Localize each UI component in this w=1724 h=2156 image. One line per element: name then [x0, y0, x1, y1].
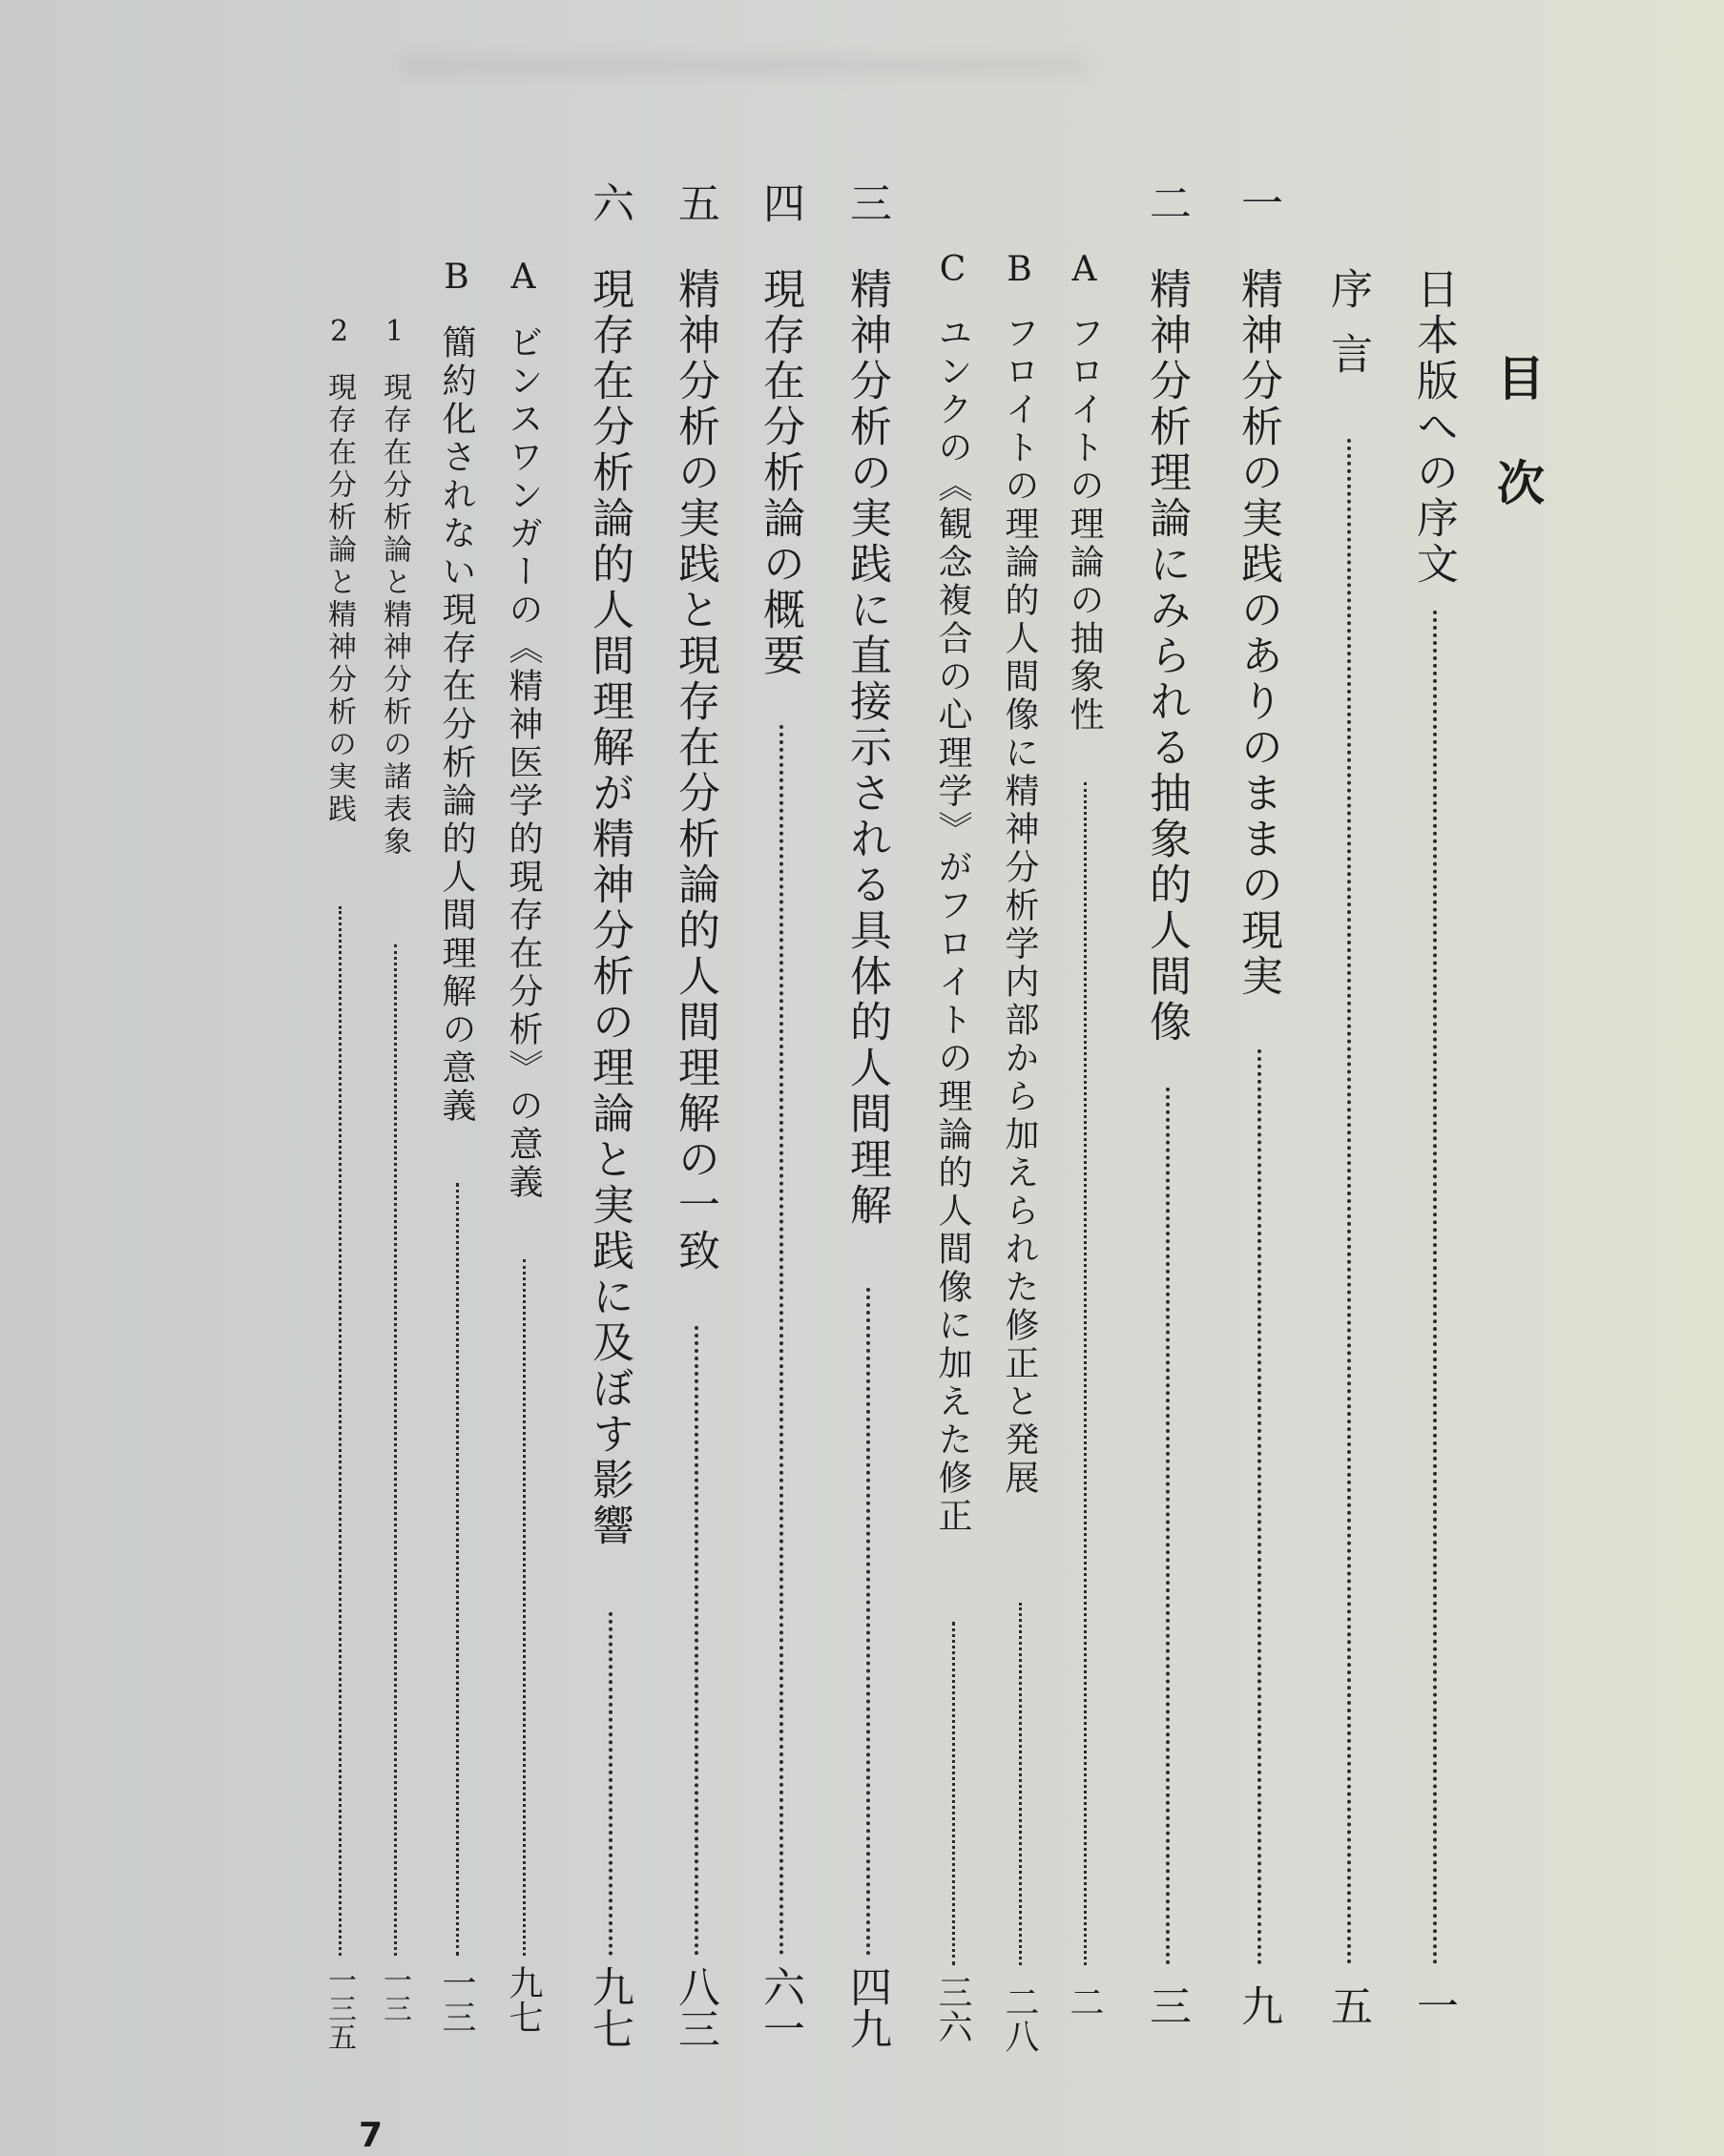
- toc-entry-text: フロイトの理論的人間像に精神分析学内部から加えられた修正と発展: [1000, 315, 1039, 1498]
- toc-entry-text: 精神分析の実践と現存在分析論的人間理解の一致: [671, 267, 719, 1275]
- toc-entry-number: 1: [378, 315, 411, 348]
- toc-entry-number: B: [1000, 250, 1039, 289]
- page-folio: 7: [359, 2116, 384, 2155]
- toc-entry-page: 二: [1065, 1984, 1104, 2019]
- toc-entry-page: 九七: [585, 1965, 634, 2049]
- toc-leader-dots: [339, 906, 342, 1956]
- toc-entry-page: 二八: [1000, 1984, 1039, 2053]
- toc-leader-dots: [1084, 782, 1087, 1965]
- toc-entry-number: 2: [322, 315, 356, 348]
- toc-entry-text: フロイトの理論の抽象性: [1065, 315, 1104, 735]
- toc-entry-text: 精神分析の実践に直接示される具体的人間理解: [842, 267, 891, 1229]
- toc-entry-text: 簡約化されない現存在分析論的人間理解の意義: [437, 324, 476, 1126]
- toc-entry-text: 序言: [1323, 267, 1372, 397]
- toc-entry-text: 日本版への序文: [1409, 267, 1458, 588]
- toc-entry-page: 八三: [671, 1965, 719, 2049]
- toc-entry-number: C: [933, 250, 972, 289]
- toc-leader-dots: [1166, 1088, 1170, 1965]
- toc-entry-page: 五: [1323, 1984, 1372, 2026]
- toc-leader-dots: [1019, 1603, 1022, 1965]
- toc-leader-dots: [456, 1183, 459, 1956]
- toc-title: 目次: [1489, 353, 1546, 563]
- print-smudge: [401, 57, 1088, 74]
- toc-entry-page: 一三: [378, 1965, 411, 2022]
- toc-entry-text: ビンスワンガーの《精神医学的現存在分析》の意義: [504, 324, 543, 1202]
- toc-entry-number: 三: [842, 181, 891, 223]
- toc-leader-dots: [952, 1622, 955, 1965]
- toc-entry-number: A: [1065, 250, 1104, 289]
- toc-entry-number: 六: [585, 181, 634, 223]
- toc-entry-text: 現存在分析論的人間理解が精神分析の理論と実践に及ぼす影響: [585, 267, 634, 1549]
- toc-leader-dots: [609, 1612, 613, 1956]
- toc-entry-text: 現存在分析論と精神分析の実践: [322, 372, 356, 826]
- toc-entry-text: 現存在分析論と精神分析の諸表象: [378, 372, 411, 859]
- toc-entry-text: 精神分析の実践のありのままの現実: [1234, 267, 1282, 1000]
- toc-entry-number: 五: [671, 181, 719, 223]
- toc-leader-dots: [1257, 1049, 1261, 1965]
- toc-leader-dots: [866, 1288, 870, 1956]
- toc-entry-text: 精神分析理論にみられる抽象的人間像: [1142, 267, 1191, 1046]
- toc-entry-number: 一: [1234, 181, 1282, 223]
- toc-leader-dots: [779, 725, 783, 1956]
- toc-entry-page: 一三: [437, 1965, 476, 2034]
- toc-leader-dots: [1433, 611, 1437, 1965]
- toc-entry-page: 四九: [842, 1965, 891, 2049]
- toc-entry-number: A: [504, 258, 543, 297]
- toc-entry-text: ユンクの《観念複合の心理学》がフロイトの理論的人間像に加えた修正: [933, 315, 972, 1536]
- toc-entry-text: 現存在分析論の概要: [756, 267, 804, 679]
- toc-entry-page: 三: [1142, 1984, 1191, 2026]
- toc-leader-dots: [394, 944, 397, 1956]
- toc-leader-dots: [1347, 439, 1351, 1965]
- toc-entry-page: 一: [1409, 1984, 1458, 2026]
- toc-entry-number: 二: [1142, 181, 1191, 223]
- toc-leader-dots: [695, 1326, 698, 1956]
- toc-leader-dots: [523, 1259, 526, 1956]
- toc-entry-page: 三六: [933, 1975, 972, 2043]
- toc-entry-number: B: [437, 258, 476, 297]
- toc-entry-page: 六一: [756, 1965, 804, 2049]
- toc-entry-page: 九: [1234, 1984, 1282, 2026]
- toc-entry-number: 四: [756, 181, 804, 223]
- toc-entry-page: 一三五: [322, 1965, 356, 2051]
- toc-entry-page: 九七: [504, 1965, 543, 2034]
